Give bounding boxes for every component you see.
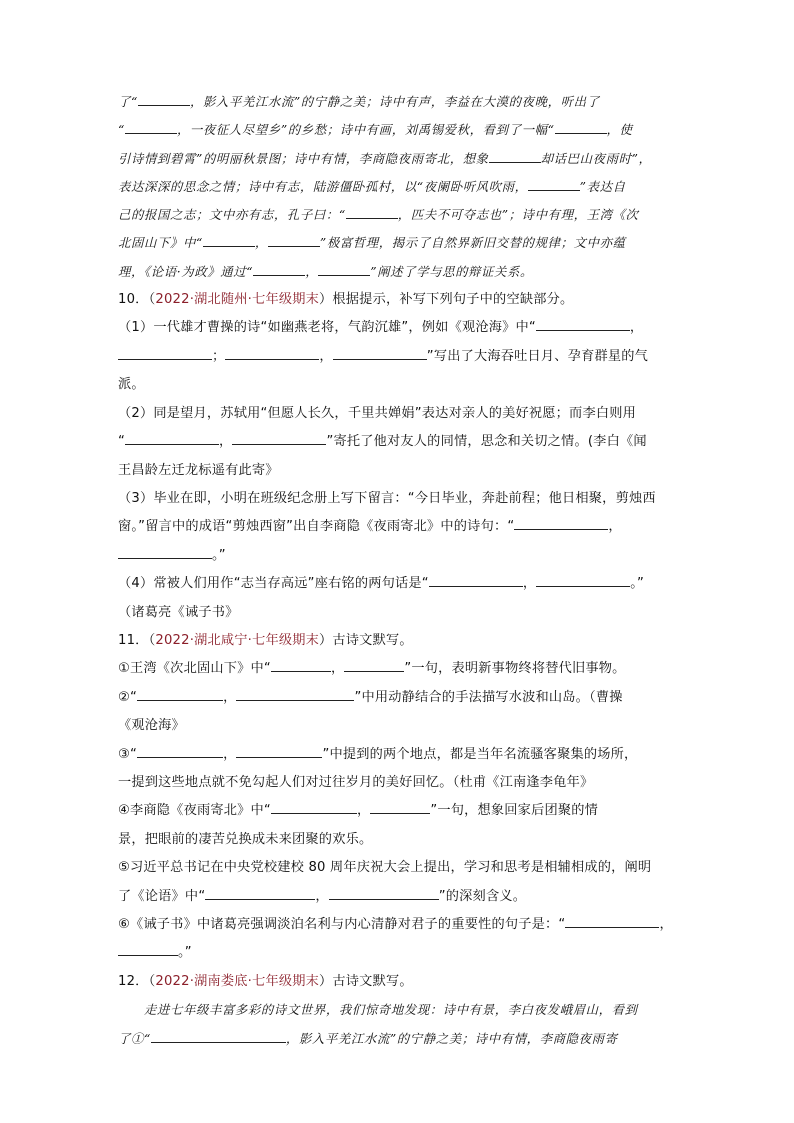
text: 窗。”留言中的成语“剪烛西窗”出自李商隐《夜雨寄北》中的诗句：“ [118, 519, 515, 535]
document-page [118, 88, 678, 1053]
fill-blank[interactable] [236, 686, 354, 701]
fill-blank[interactable] [536, 572, 630, 587]
question-prompt: 根据提示，补写下列句子中的空缺部分。 [332, 292, 574, 308]
text: ， [219, 434, 233, 450]
sub-question-2-end [118, 457, 678, 485]
fill-blank[interactable] [271, 799, 357, 814]
text: ， [629, 320, 644, 336]
fill-blank[interactable] [329, 885, 439, 900]
text: 己的报国之志；文中亦有志，孔子曰：“ [118, 207, 346, 223]
passage-line [118, 201, 678, 229]
sub-question-3-cont [118, 513, 678, 541]
text: ”阐述了学与思的辩证关系。 [370, 263, 534, 279]
fill-blank[interactable] [225, 345, 319, 360]
text: ） [319, 973, 333, 989]
fill-blank[interactable] [205, 885, 315, 900]
question-number: 12． [118, 973, 149, 989]
text: ”中提到的两个地点，都是当年名流骚客聚集的场所， [322, 746, 638, 762]
text: 理，《论语·为政》通过“ [118, 263, 254, 279]
fill-blank[interactable] [125, 430, 219, 445]
passage-line [118, 116, 678, 144]
text: （ [148, 973, 156, 989]
text: ） [319, 292, 333, 308]
text: （2）同是望月，苏轼用“但愿人长久，千里共婵娟”表达对亲人的美好祝愿；而李白则用 [118, 405, 636, 421]
fill-blank[interactable] [253, 261, 305, 276]
text: ， [315, 888, 329, 904]
text: ，一夜征人尽望乡”的乡愁；诗中有画，刘禹锡爱秋，看到了一幅“ [176, 122, 555, 138]
text: ， [608, 519, 622, 535]
sub-question-4-end [118, 599, 678, 627]
passage-line [118, 88, 678, 116]
text: ， [659, 917, 673, 933]
text: ”一句，表明新事物终将替代旧事物。 [404, 661, 626, 677]
text: ④李商隐《夜雨寄北》中“ [118, 803, 271, 819]
text: ①王湾《次北固山下》中“ [118, 661, 271, 677]
text: ， [223, 746, 237, 762]
source-tag[interactable]: 2022·湖北随州·七年级期末 [155, 292, 320, 308]
sub-question-1-cont [118, 343, 678, 371]
sub-question-2-cont [118, 428, 678, 456]
text: （ [148, 632, 156, 648]
fill-blank[interactable] [429, 572, 523, 587]
text: 了《论语》中“ [118, 888, 206, 904]
fill-blank[interactable] [151, 1028, 286, 1043]
text: 表达深深的思念之情；诗中有志，陆游僵卧孤村，以“夜阑卧听风吹雨， [118, 178, 528, 194]
fill-blank[interactable] [318, 261, 370, 276]
question-10 [118, 286, 678, 627]
text: 。” [212, 547, 226, 563]
item-3 [118, 741, 678, 769]
text: ， [319, 348, 333, 364]
text: “ [118, 434, 126, 450]
text: ”的深刻含义。 [438, 888, 527, 904]
text: ； [212, 348, 226, 364]
text: 景，把眼前的凄苦兑换成未来团聚的欢乐。 [118, 831, 373, 847]
text: 王昌龄左迁龙标遥有此寄》 [118, 462, 279, 478]
text: ”表达自 [579, 178, 626, 194]
fill-blank[interactable] [118, 544, 212, 559]
passage-line [118, 1025, 678, 1053]
question-number: 10． [118, 292, 149, 308]
fill-blank[interactable] [344, 657, 404, 672]
fill-blank[interactable] [137, 743, 223, 758]
text: （4）常被人们用作“志当存高远”座右铭的两句话是“ [118, 576, 429, 592]
text: 北固山下》中“ [118, 235, 203, 251]
passage-line [118, 996, 678, 1024]
fill-blank[interactable] [137, 686, 223, 701]
text: ”极富哲理，揭示了自然界新旧交替的规律；文中亦蕴 [319, 235, 626, 251]
sub-question-1 [118, 314, 678, 342]
text: “ [118, 122, 125, 138]
text: ，影入平羌江水流”的宁静之美；诗中有情，李商隐夜雨寄 [285, 1030, 618, 1046]
item-6-end [118, 939, 678, 967]
sub-question-2 [118, 400, 678, 428]
fill-blank[interactable] [232, 430, 326, 445]
fill-blank[interactable] [565, 913, 659, 928]
text: 走进七年级丰富多彩的诗文世界，我们惊奇地发现：诗中有景，李白夜发峨眉山，看到 [144, 1002, 638, 1018]
text: ，使 [606, 122, 633, 138]
fill-blank[interactable] [236, 743, 322, 758]
item-1 [118, 655, 678, 683]
text: ”一句，想象回家后团聚的情 [430, 803, 599, 819]
question-12 [118, 968, 678, 1053]
text: ， [522, 576, 537, 592]
text: 。” [630, 576, 645, 592]
fill-blank[interactable] [125, 119, 177, 134]
fill-blank[interactable] [370, 799, 430, 814]
text: （ [148, 292, 156, 308]
text: ， [356, 803, 371, 819]
text: 《观沧海》 [118, 718, 185, 734]
previous-question-passage [118, 88, 678, 286]
question-prompt: 古诗文默写。 [332, 632, 413, 648]
text: （3）毕业在即，小明在班级纪念册上写下留言：“今日毕业，奔赴前程；他日相聚，剪烛西 [118, 490, 656, 506]
item-3-end [118, 769, 678, 797]
text: ”写出了大海吞吐日月、孕育群星的气 [426, 348, 649, 364]
question-header [118, 627, 678, 655]
text: ③“ [118, 746, 138, 762]
fill-blank[interactable] [489, 148, 541, 163]
passage-line [118, 229, 678, 257]
question-11 [118, 627, 678, 968]
fill-blank[interactable] [203, 232, 255, 247]
fill-blank[interactable] [528, 176, 580, 191]
text: （1）一代雄才曹操的诗“如幽燕老将，气韵沉雄”，例如《观沧海》中“ [118, 320, 536, 336]
item-6 [118, 911, 678, 939]
question-header [118, 286, 678, 314]
fill-blank[interactable] [138, 91, 190, 106]
fill-blank[interactable] [268, 232, 320, 247]
text: ， [330, 661, 345, 677]
text: ， [305, 263, 319, 279]
question-prompt: 古诗文默写。 [332, 973, 413, 989]
fill-blank[interactable] [346, 204, 398, 219]
text: 。” [178, 945, 192, 961]
text: 了①“ [118, 1030, 151, 1046]
sub-question-3-end [118, 542, 678, 570]
text: （诸葛亮《诫子书》 [118, 604, 239, 620]
fill-blank[interactable] [514, 515, 608, 530]
item-4-end [118, 826, 678, 854]
text: ） [319, 632, 333, 648]
sub-question-4 [118, 570, 678, 598]
item-5-cont [118, 883, 678, 911]
item-2-end [118, 712, 678, 740]
fill-blank[interactable] [118, 941, 178, 956]
text: 一提到这些地点就不免勾起人们对过往岁月的美好回忆。（杜甫《江南逢李龟年》 [118, 774, 594, 790]
fill-blank[interactable] [536, 316, 630, 331]
sub-question-1-end [118, 371, 678, 399]
text: ，匹夫不可夺志也”；诗中有理，王湾《次 [397, 207, 639, 223]
fill-blank[interactable] [271, 657, 331, 672]
text: 派。 [118, 377, 145, 393]
fill-blank[interactable] [333, 345, 427, 360]
sub-question-3 [118, 485, 678, 513]
text: ， [223, 689, 237, 705]
text: ”中用动静结合的手法描写水波和山岛。（曹操 [354, 689, 623, 705]
passage-line [118, 173, 678, 201]
text: 却话巴山夜雨时”， [540, 150, 652, 166]
text: 了“ [118, 94, 138, 109]
text: 引诗情到碧霄”的明丽秋景图；诗中有情，李商隐夜雨寄北，想象 [118, 150, 489, 166]
question-header [118, 968, 678, 996]
item-5 [118, 854, 678, 882]
text: ⑤习近平总书记在中央党校建校 80 周年庆祝大会上提出，学习和思考是相辅相成的，阐明 [118, 860, 652, 876]
source-tag[interactable]: 2022·湖北咸宁·七年级期末 [155, 632, 320, 648]
passage-line [118, 258, 678, 286]
text: ”寄托了他对友人的同情，思念和关切之情。(李白《闻 [326, 434, 647, 450]
text: ⑥《诫子书》中诸葛亮强调淡泊名利与内心清静对君子的重要性的句子是：“ [118, 917, 566, 933]
text: ， [254, 235, 268, 251]
item-2 [118, 684, 678, 712]
source-tag[interactable]: 2022·湖南娄底·七年级期末 [155, 973, 320, 989]
fill-blank[interactable] [555, 119, 607, 134]
text: ②“ [118, 689, 138, 705]
item-4 [118, 797, 678, 825]
question-number: 11． [118, 632, 149, 648]
fill-blank[interactable] [118, 345, 212, 360]
passage-line [118, 145, 678, 173]
text: ，影入平羌江水流”的宁静之美；诗中有声，李益在大漠的夜晚，听出了 [189, 94, 600, 109]
